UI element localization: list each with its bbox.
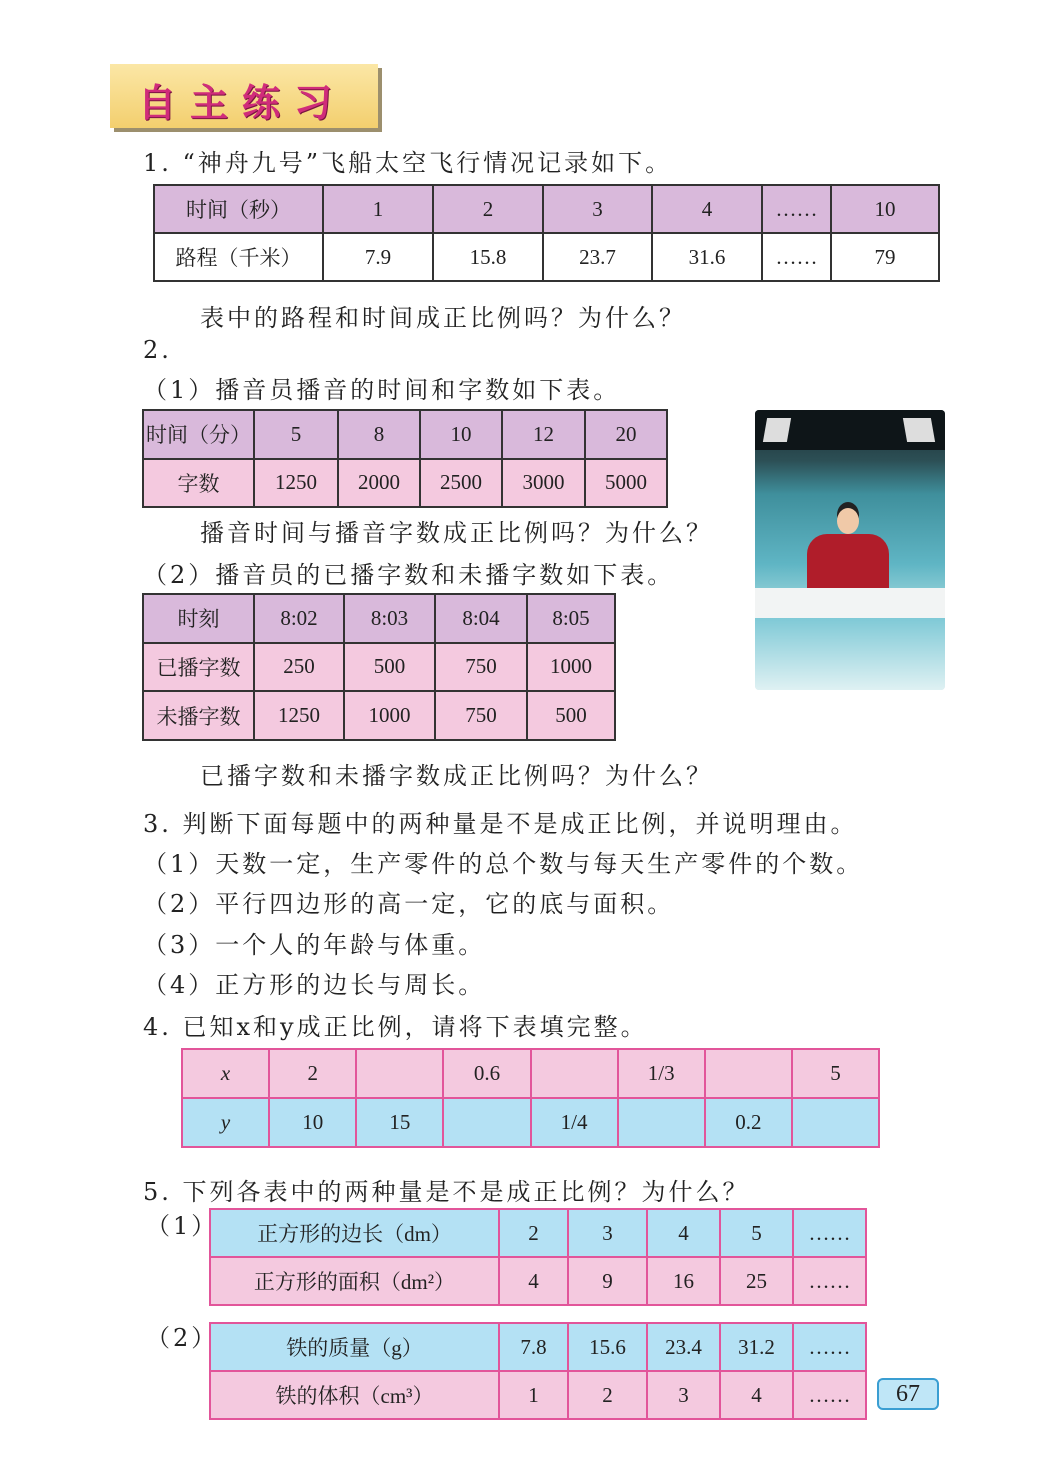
cell: …… <box>793 1257 866 1305</box>
cell: 正方形的面积（dm²） <box>210 1257 499 1305</box>
cell: 10 <box>420 410 502 459</box>
cell: 2 <box>499 1209 568 1257</box>
q4-text: 4. 已知x和y成正比例，请将下表填完整。 <box>143 1013 648 1041</box>
desk <box>755 588 945 618</box>
q2-part1: （1）播音员播音的时间和字数如下表。 <box>143 376 621 404</box>
anchor-body <box>807 534 889 590</box>
news-anchor-photo <box>755 410 945 690</box>
cell: …… <box>793 1323 866 1371</box>
table-row <box>210 1209 866 1257</box>
table-row <box>143 643 615 692</box>
cell: 750 <box>435 691 527 740</box>
cell: 正方形的边长（dm） <box>210 1209 499 1257</box>
cell: x <box>182 1049 269 1098</box>
cell: 79 <box>831 233 939 281</box>
cell: 已播字数 <box>143 643 254 692</box>
cell: 铁的质量（g） <box>210 1323 499 1371</box>
cell: 23.4 <box>647 1323 720 1371</box>
cell: …… <box>762 233 831 281</box>
q2-label: 2. <box>143 336 172 364</box>
section-header <box>110 64 378 128</box>
cell: 12 <box>502 410 585 459</box>
fraction-cell: 1/3 <box>618 1049 705 1098</box>
q3-item: （4）正方形的边长与周长。 <box>143 971 486 999</box>
q5-text: 5. 下列各表中的两种量是不是成正比例？为什么？ <box>143 1178 750 1206</box>
cell: 15.8 <box>433 233 543 281</box>
q3-item: （1）天数一定，生产零件的总个数与每天生产零件的个数。 <box>143 850 864 878</box>
cell: 5 <box>792 1049 879 1098</box>
cell: 1250 <box>254 691 344 740</box>
cell: 25 <box>720 1257 793 1305</box>
q5-label2: （2） <box>146 1324 219 1352</box>
cell: 1 <box>499 1371 568 1419</box>
cell: 250 <box>254 643 344 692</box>
cell: 16 <box>647 1257 720 1305</box>
cell: 15 <box>356 1098 443 1147</box>
cell: 4 <box>720 1371 793 1419</box>
cell: 500 <box>527 691 615 740</box>
table-row <box>210 1371 866 1419</box>
cell: 20 <box>585 410 667 459</box>
cell: 铁的体积（cm³） <box>210 1371 499 1419</box>
cell: 10 <box>269 1098 356 1147</box>
cell <box>705 1049 792 1098</box>
cell: 8:03 <box>344 594 435 643</box>
studio-light <box>763 418 791 442</box>
q2-question2: 已播字数和未播字数成正比例吗？为什么？ <box>200 762 713 790</box>
cell: 31.2 <box>720 1323 793 1371</box>
cell: 时间（分） <box>143 410 254 459</box>
q1-table <box>153 184 940 282</box>
cell: 未播字数 <box>143 691 254 740</box>
cell: 8:05 <box>527 594 615 643</box>
cell: 4 <box>647 1209 720 1257</box>
cell: 2500 <box>420 459 502 508</box>
cell: 时刻 <box>143 594 254 643</box>
section-title: 自主练习 <box>138 81 347 125</box>
q2-part2: （2）播音员的已播字数和未播字数如下表。 <box>143 561 675 589</box>
cell: 5 <box>254 410 338 459</box>
q3-text: 3. 判断下面每题中的两种量是不是成正比例，并说明理由。 <box>143 810 858 838</box>
cell <box>356 1049 443 1098</box>
table-row <box>143 459 667 508</box>
cell <box>618 1098 705 1147</box>
cell: 8:02 <box>254 594 344 643</box>
cell: 2 <box>568 1371 647 1419</box>
table-row <box>210 1323 866 1371</box>
cell: 0.6 <box>443 1049 530 1098</box>
cell: 7.9 <box>323 233 433 281</box>
cell: 3000 <box>502 459 585 508</box>
cell: …… <box>793 1371 866 1419</box>
cell: 5000 <box>585 459 667 508</box>
q5-label1: （1） <box>146 1212 219 1240</box>
q4-table <box>181 1048 880 1148</box>
q3-item: （2）平行四边形的高一定，它的底与面积。 <box>143 890 675 918</box>
q2-table2 <box>142 593 616 741</box>
cell: 1250 <box>254 459 338 508</box>
cell: 1000 <box>527 643 615 692</box>
cell: 750 <box>435 643 527 692</box>
cell: 字数 <box>143 459 254 508</box>
cell: y <box>182 1098 269 1147</box>
cell: 2000 <box>338 459 420 508</box>
q2-table1 <box>142 409 668 508</box>
cell: 路程（千米） <box>154 233 323 281</box>
fraction-cell: 1/4 <box>531 1098 618 1147</box>
cell: 5 <box>720 1209 793 1257</box>
table-row <box>154 185 939 233</box>
anchor-head <box>837 508 859 534</box>
studio-light <box>903 418 935 442</box>
table-row <box>182 1098 879 1147</box>
cell: 500 <box>344 643 435 692</box>
cell: …… <box>793 1209 866 1257</box>
desk-front <box>755 618 945 690</box>
table-row <box>182 1049 879 1098</box>
cell: 7.8 <box>499 1323 568 1371</box>
q5-table2 <box>209 1322 867 1420</box>
cell: 时间（秒） <box>154 185 323 233</box>
cell <box>443 1098 530 1147</box>
page-number: 67 <box>877 1378 939 1410</box>
cell: 3 <box>568 1209 647 1257</box>
cell: 3 <box>543 185 652 233</box>
cell <box>531 1049 618 1098</box>
cell: …… <box>762 185 831 233</box>
cell: 1000 <box>344 691 435 740</box>
cell: 10 <box>831 185 939 233</box>
cell: 3 <box>647 1371 720 1419</box>
cell: 31.6 <box>652 233 762 281</box>
q5-table1 <box>209 1208 867 1306</box>
cell: 15.6 <box>568 1323 647 1371</box>
q1-text: 1. “神舟九号”飞船太空飞行情况记录如下。 <box>143 149 673 177</box>
q2-question1: 播音时间与播音字数成正比例吗？为什么？ <box>200 519 713 547</box>
q3-item: （3）一个人的年龄与体重。 <box>143 931 486 959</box>
cell: 4 <box>499 1257 568 1305</box>
table-row <box>154 233 939 281</box>
cell: 2 <box>269 1049 356 1098</box>
cell <box>792 1098 879 1147</box>
cell: 8 <box>338 410 420 459</box>
table-row <box>143 410 667 459</box>
cell: 23.7 <box>543 233 652 281</box>
table-row <box>210 1257 866 1305</box>
cell: 1 <box>323 185 433 233</box>
table-row <box>143 594 615 643</box>
cell: 0.2 <box>705 1098 792 1147</box>
cell: 2 <box>433 185 543 233</box>
q1-question: 表中的路程和时间成正比例吗？为什么？ <box>200 304 686 332</box>
cell: 9 <box>568 1257 647 1305</box>
table-row <box>143 691 615 740</box>
cell: 8:04 <box>435 594 527 643</box>
cell: 4 <box>652 185 762 233</box>
